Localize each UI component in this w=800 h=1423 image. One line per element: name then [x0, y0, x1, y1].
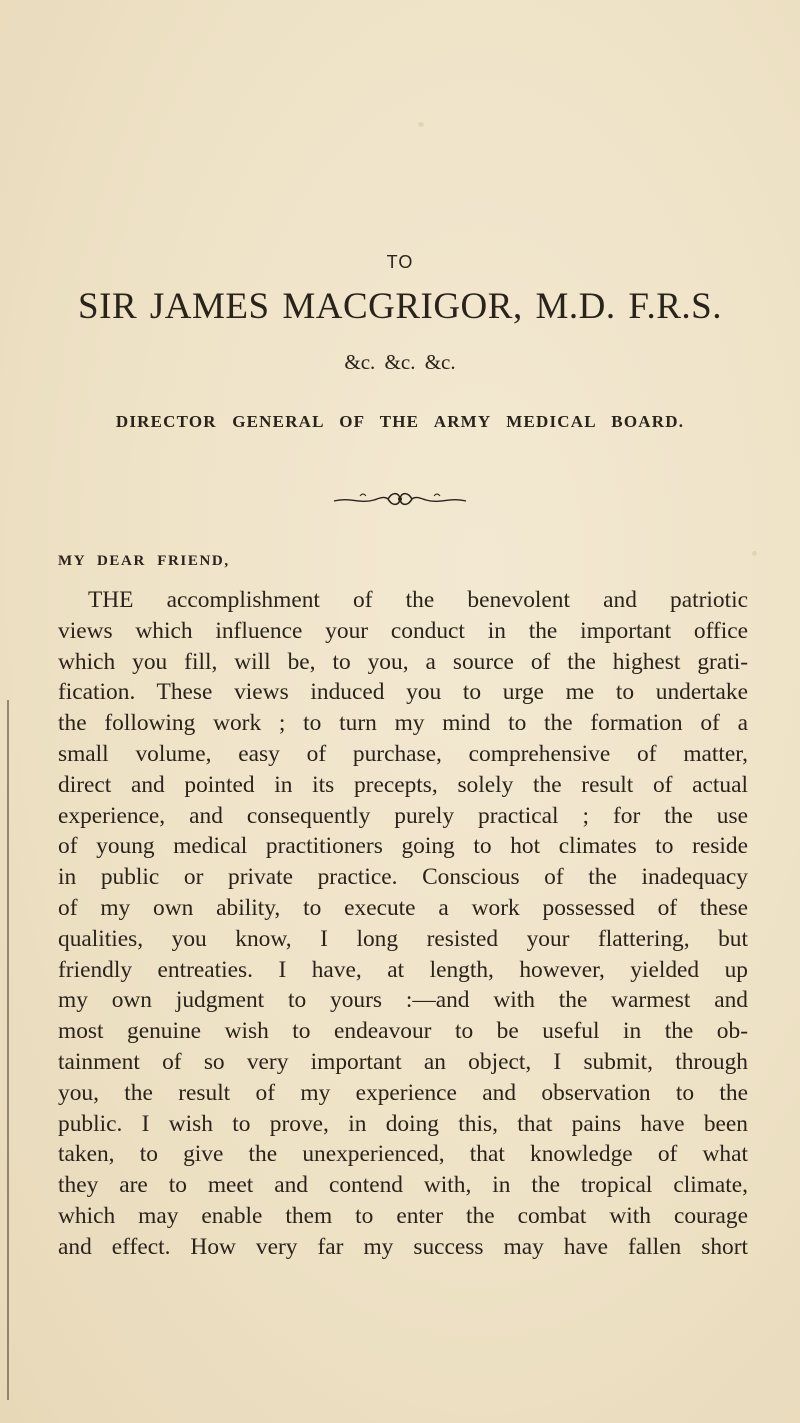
letter-line: my own judgment to yours :—and with the warmest and: [58, 987, 748, 1014]
dedicatee-name: SIR JAMES MACGRIGOR, M.D. F.R.S.: [78, 286, 722, 327]
page-edge-rule: [7, 700, 9, 1400]
letter-line: and effect. How very far my success may have fallen short: [58, 1233, 748, 1260]
letter-line: public. I wish to prove, in doing this, that pains have been: [58, 1110, 748, 1137]
letter-line: of young medical practitioners going to hot climates to reside: [58, 833, 748, 860]
letter-line: which you fill, will be, to you, a source of the highest grati-: [58, 648, 748, 675]
dedication-to: TO: [386, 252, 414, 272]
letter-line: experience, and consequently purely practical ; for the use: [58, 802, 748, 829]
letter-line: qualities, you know, I long resisted your flattering, but: [58, 925, 748, 952]
letter-line: which may enable them to enter the combat with courage: [58, 1202, 748, 1229]
dedication-etc: &c. &c. &c.: [344, 350, 456, 374]
decorative-flourish-icon: [330, 488, 470, 512]
paper-stain: [752, 551, 757, 556]
letter-line: in public or private practice. Conscious of the inadequacy: [58, 864, 748, 891]
letter-body: [58, 585, 748, 1263]
letter-line: direct and pointed in its precepts, solely the result of actual: [58, 771, 748, 798]
letter-line: THE accomplishment of the benevolent and patriotic: [88, 587, 748, 613]
letter-line: tainment of so very important an object, I submit, through: [58, 1048, 748, 1075]
letter-line: taken, to give the unexperienced, that knowledge of what: [58, 1141, 748, 1168]
letter-line: the following work ; to turn my mind to the formation of a: [58, 710, 748, 737]
letter-line: friendly entreaties. I have, at length, however, yielded up: [58, 956, 748, 983]
letter-line: small volume, easy of purchase, comprehensive of matter,: [58, 740, 748, 767]
letter-line: they are to meet and contend with, in the tropical climate,: [58, 1172, 748, 1199]
letter-line: fication. These views induced you to urge me to undertake: [58, 679, 748, 706]
letter-line: of my own ability, to execute a work possessed of these: [58, 894, 748, 921]
letter-line: you, the result of my experience and observation to the: [58, 1079, 748, 1106]
letter-line: most genuine wish to endeavour to be useful in the ob-: [58, 1018, 748, 1045]
letter-salutation: MY DEAR FRIEND,: [58, 553, 230, 569]
paper-stain: [418, 122, 424, 127]
letter-line: views which influence your conduct in the important office: [58, 617, 748, 644]
dedicatee-title: DIRECTOR GENERAL OF THE ARMY MEDICAL BOARD.: [115, 412, 685, 431]
